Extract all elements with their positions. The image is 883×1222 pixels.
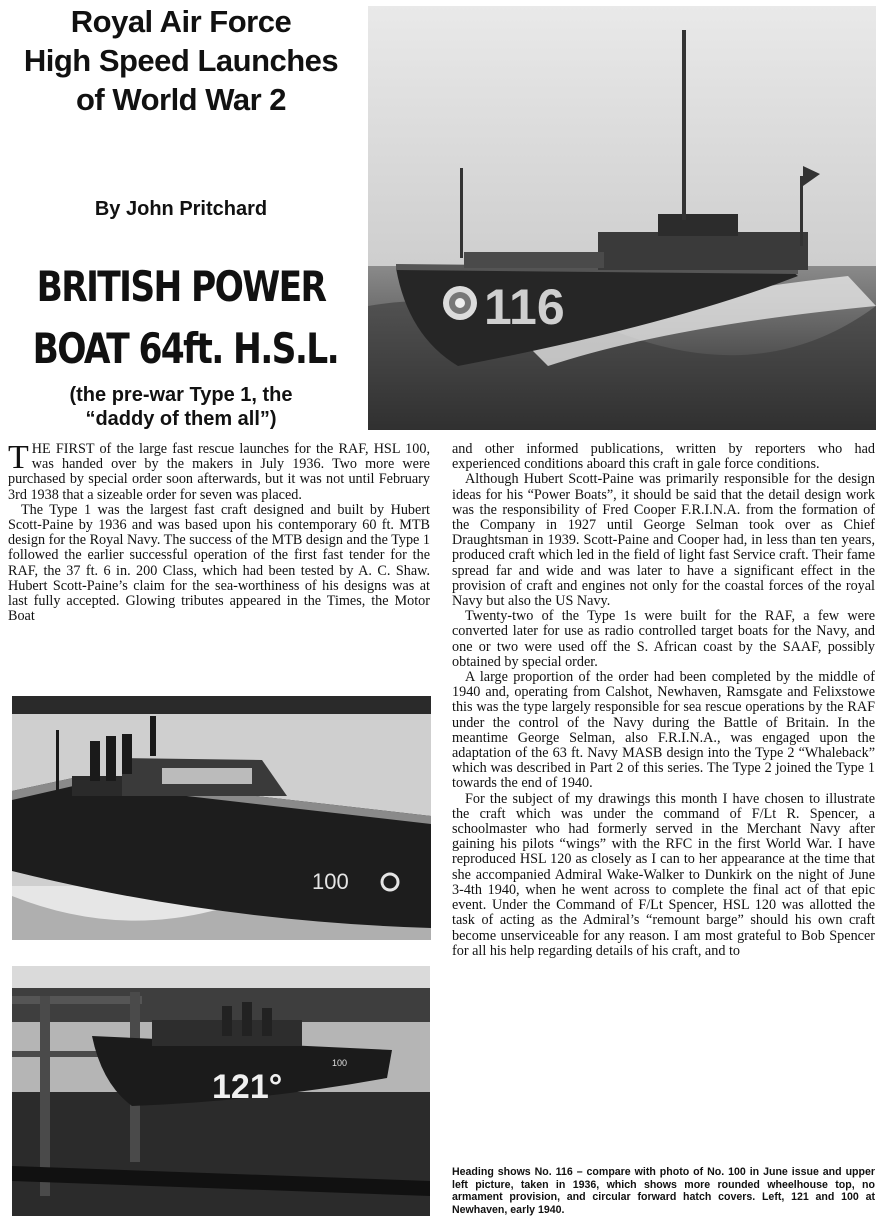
- series-title-line: Royal Air Force: [70, 4, 292, 39]
- headline: [0, 256, 362, 380]
- hull-number-116: 116: [484, 279, 565, 335]
- headline-line: BOAT 64ft. H.S.L.: [32, 324, 339, 373]
- photo-hsl-100: [12, 696, 431, 940]
- subtitle-line: (the pre-war Type 1, the: [69, 384, 293, 406]
- hull-number-121: 121°: [212, 1068, 283, 1106]
- photo-hsl-116: [368, 6, 876, 430]
- photo-hsl-121-drawing: [12, 966, 430, 1216]
- subtitle-line: “daddy of them all”): [85, 408, 277, 430]
- article-paragraph: Although Hubert Scott-Paine was primarily responsible for the design ideas for his “Power Boats”, it should be said that the detail design work was the responsibility of Fred Cooper F.R.I.N.A. from the formation of the Company in 1927 until George Selman took over as Chief Draughtsman in 1939. Scott-Paine and Cooper had, in less than ten years, produced craft which led in the field of light fast Service craft. Their fame spread far and wide and was later to have a significant effect in the provision of craft and engines not only for the coastal forces of the royal Navy but also the US Navy.: [452, 471, 875, 610]
- photo-hsl-121-and-100: [12, 966, 430, 1216]
- bow-number-100: 100: [332, 1058, 348, 1068]
- article-paragraph: For the subject of my drawings this month I have chosen to illustrate the craft which was under the command of F/Lt R. Spencer, a schoolmaster who had formerly served in the Merchant Navy after gaining his pilots “wings” with the RFC in the first World War. I have reproduced HSL 120 as closely as I can to her appearance at the time that she accompanied Admiral Wake-Walker to Dunkirk on the night of June 3-4th 1940, when he went across to complete the final act of that epic event. Under the Command of F/Lt Spencer, HSL 120 was allotted the task of acting as the Admiral’s “remount barge” should his own craft become unserviceable for any reason. I am most grateful to Bob Spencer for all his help regarding details of his craft, and to: [452, 790, 875, 959]
- article-paragraph: and other informed publications, written by reporters who had experienced conditions aboard this craft in gale force conditions.: [452, 441, 875, 473]
- article-column-1: [8, 439, 430, 691]
- series-title-line: of World War 2: [76, 82, 286, 117]
- byline: By John Pritchard: [94, 198, 268, 220]
- article-paragraph: The Type 1 was the largest fast craft designed and built by Hubert Scott-Paine by 1936 and was based upon his contemporary 60 ft. MTB design for the Royal Navy. The success of the MTB design and the Type 1 followed the earlier successful operation of the first fast tender for the RAF, the 37 ft. 6 in. 200 Class, which had been tested by A. C. Shaw. Hubert Scott-Paine’s claim for the sea-worthiness of his designs was at last fully accepted. Glowing tributes appeared in the Times, the Motor Boat: [8, 501, 430, 625]
- article-column-2: [452, 442, 875, 1162]
- photo-hsl-100-drawing: [12, 696, 431, 940]
- article-paragraph: Twenty-two of the Type 1s were built for the RAF, a few were converted later for use as radio controlled target boats for the Navy, and one or two were used off the S. African coast by the SAAF, possibly obtained by special order.: [452, 608, 875, 670]
- drop-cap: T: [8, 439, 29, 476]
- photo-hsl-116-drawing: [368, 6, 876, 430]
- headline-line: BRITISH POWER: [36, 262, 326, 311]
- hull-number-100: 100: [312, 869, 349, 894]
- series-title-line: High Speed Launches: [23, 43, 339, 78]
- subtitle: [0, 383, 362, 431]
- article-paragraph: THE FIRST of the large fast rescue launches for the RAF, HSL 100, was handed over by the makers in July 1936. Two more were purchased by special order soon afterwards, but it was not until February 3rd 1938 that a sizeable order for seven was placed.: [8, 439, 430, 503]
- article-paragraph: A large proportion of the order had been completed by the middle of 1940 and, operating from Calshot, Newhaven, Ramsgate and Felixstowe this was the type largely responsible for sea rescue operations by the RAF under the control of the Navy during the Battle of Britain. In the meantime George Selman, also F.R.I.N.A., was engaged upon the adaptation of the 63 ft. Navy MASB design into the Type 2 “Whaleback” which was described in Part 2 of this series. The Type 2 joined the Type 1 towards the end of 1940.: [452, 669, 875, 792]
- photo-caption: Heading shows No. 116 – compare with photo of No. 100 in June issue and upper left picture, taken in 1936, which shows more rounded wheelhouse top, no armament provision, and circular forward hatch covers. Left, 121 and 100 at Newhaven, early 1940.: [452, 1166, 875, 1216]
- series-title: [0, 2, 362, 119]
